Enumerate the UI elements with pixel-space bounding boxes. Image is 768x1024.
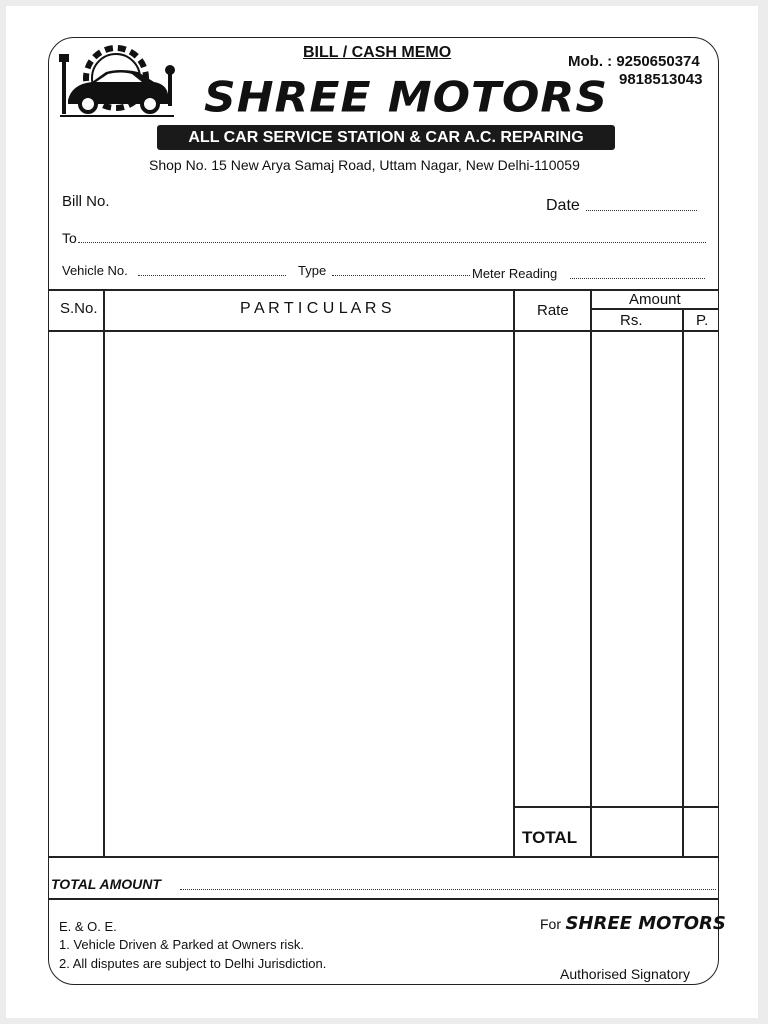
to-field[interactable]: [78, 232, 706, 243]
sno-header: S.No.: [60, 300, 98, 317]
terms-note-2: 2. All disputes are subject to Delhi Jurisdiction.: [59, 956, 327, 971]
amount-column-divider: [590, 289, 592, 857]
bill-cash-memo-title: BILL / CASH MEMO: [303, 44, 452, 61]
table-bottom-border: [48, 856, 719, 858]
total-amount-label: TOTAL AMOUNT: [51, 876, 161, 892]
total-amount-field[interactable]: [180, 879, 716, 890]
table-top-border: [48, 289, 719, 291]
for-brand-name: SHREE MOTORS: [565, 913, 726, 934]
total-row-border: [513, 806, 719, 808]
table-header-border: [48, 330, 719, 332]
for-label: For: [540, 916, 561, 932]
car-gear-logo-icon: [58, 42, 178, 120]
type-field[interactable]: [332, 265, 470, 276]
date-field[interactable]: [586, 200, 697, 211]
to-label: To: [62, 230, 77, 246]
brand-name: SHREE MOTORS: [204, 73, 609, 122]
mobile-number-2: 9818513043: [619, 71, 703, 88]
vehicle-no-label: Vehicle No.: [62, 263, 128, 278]
paise-column-divider: [682, 308, 684, 857]
mobile-number-1: Mob. : 9250650374: [568, 53, 700, 70]
cash-memo-form: [48, 37, 719, 985]
amount-header: Amount: [629, 291, 681, 308]
total-amount-border: [48, 898, 719, 900]
vehicle-no-field[interactable]: [138, 265, 286, 276]
meter-reading-label: Meter Reading: [472, 266, 558, 281]
total-label: TOTAL: [522, 828, 578, 847]
terms-note-1: 1. Vehicle Driven & Parked at Owners risk.: [59, 937, 304, 952]
eoe-note: E. & O. E.: [59, 919, 117, 934]
amount-subhead-border: [590, 308, 719, 310]
sno-column-divider: [103, 289, 105, 857]
rate-column-divider: [513, 289, 515, 857]
tagline-banner: ALL CAR SERVICE STATION & CAR A.C. REPARING: [157, 125, 615, 150]
shop-address: Shop No. 15 New Arya Samaj Road, Uttam Nagar, New Delhi-110059: [149, 157, 580, 173]
particulars-header: P A R T I C U L A R S: [240, 300, 392, 317]
meter-reading-field[interactable]: [570, 268, 705, 279]
paise-header: P.: [696, 312, 709, 329]
rupees-header: Rs.: [620, 312, 643, 329]
rate-header: Rate: [537, 302, 569, 319]
bill-no-label: Bill No.: [62, 193, 110, 210]
authorised-signatory: Authorised Signatory: [560, 966, 690, 982]
for-brand-line: [540, 913, 726, 934]
date-label: Date: [546, 197, 580, 214]
type-label: Type: [298, 263, 327, 278]
